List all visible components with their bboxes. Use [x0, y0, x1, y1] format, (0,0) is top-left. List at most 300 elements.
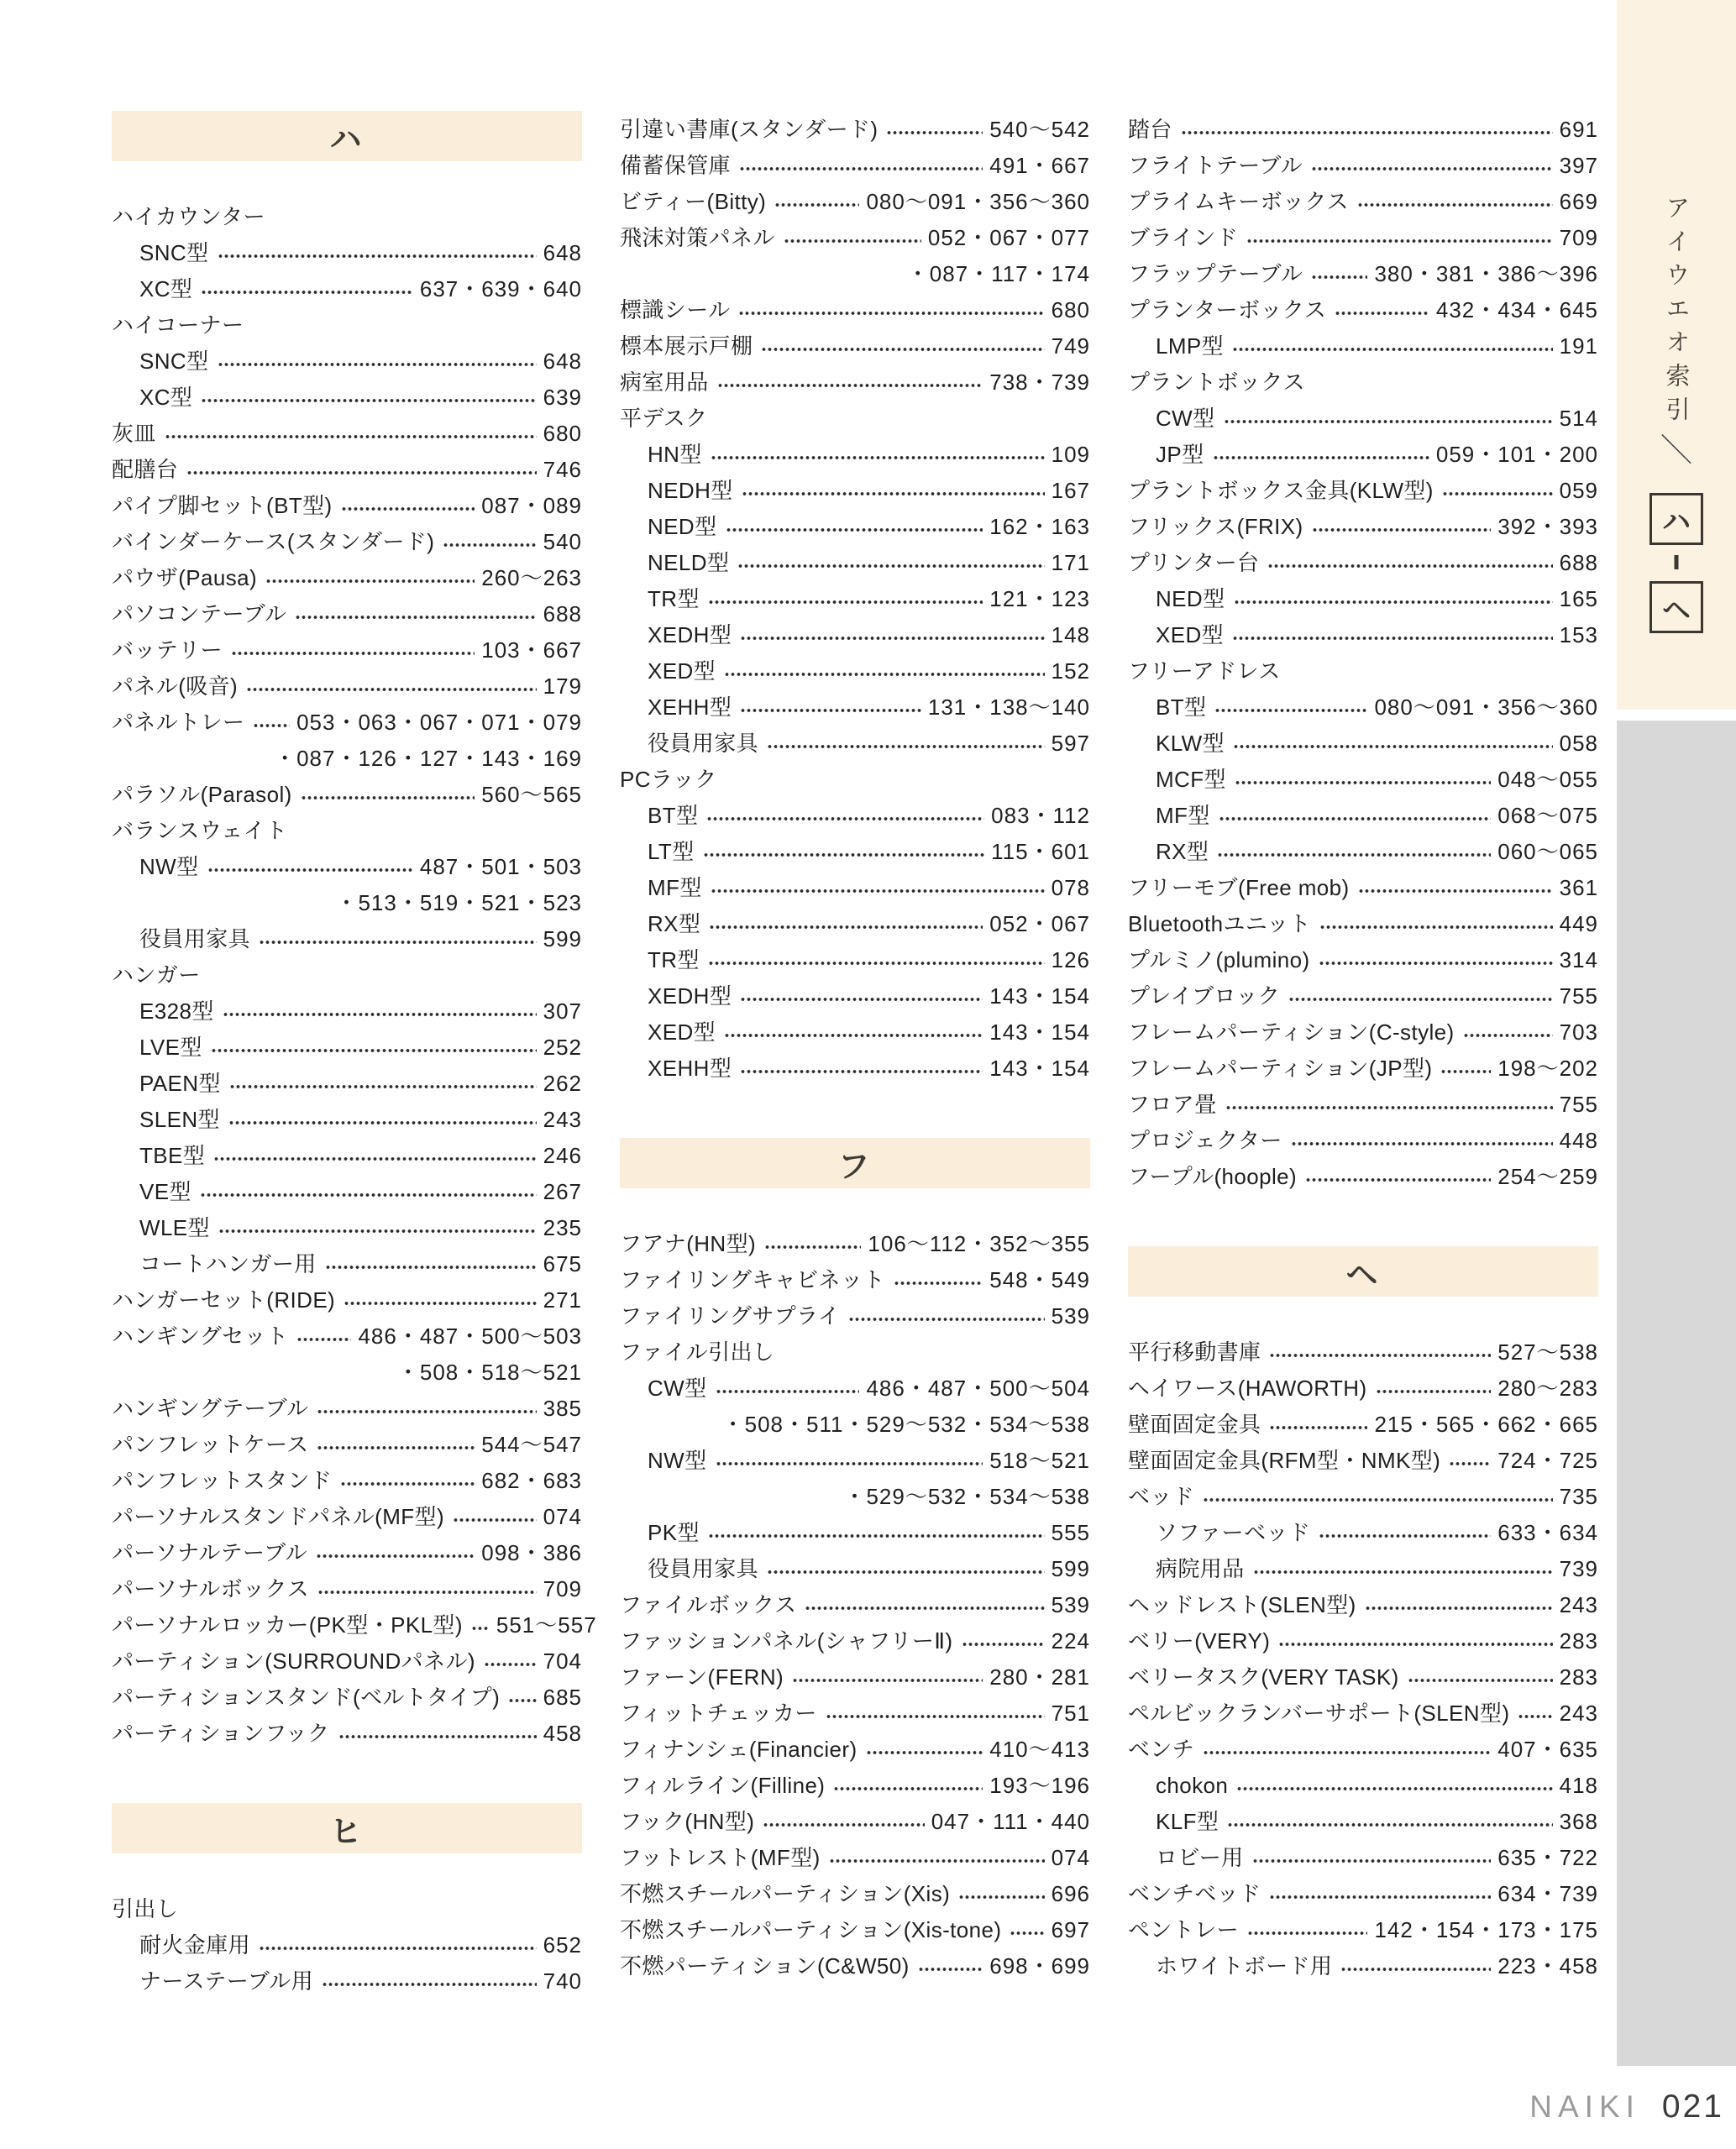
leader-dots — [740, 1069, 983, 1074]
leader-dots — [739, 166, 983, 171]
entry-page-numbers: 680 — [1051, 296, 1090, 322]
index-entry-row — [112, 1101, 582, 1137]
leader-dots — [1213, 455, 1429, 460]
index-entry-row — [1128, 833, 1598, 869]
index-entry-row — [1128, 1911, 1598, 1947]
index-entry-row — [620, 1731, 1090, 1767]
entry-label: パーティションスタンド(ベルトタイプ) — [112, 1684, 501, 1710]
index-entry-row — [620, 1803, 1090, 1839]
index-entry-row — [620, 1659, 1090, 1695]
index-entry-row — [620, 364, 1090, 400]
leader-dots — [767, 1570, 1045, 1575]
entry-page-numbers: 635・722 — [1497, 1844, 1598, 1870]
entry-label: ペルビックランバーサポート(SLEN型) — [1128, 1700, 1510, 1726]
entry-page-numbers: 243 — [1559, 1591, 1598, 1617]
index-entry-row — [620, 1297, 1090, 1334]
entry-label: NW型 — [648, 1447, 707, 1473]
index-column-1 — [112, 111, 597, 1999]
entry-label: 標本展示戸棚 — [620, 333, 753, 359]
entry-page-numbers: 514 — [1559, 405, 1598, 431]
leader-dots — [325, 1265, 537, 1270]
leader-dots — [1269, 1353, 1491, 1358]
index-entry-row — [620, 653, 1090, 689]
entry-label: NED型 — [648, 513, 717, 539]
entry-label: PCラック — [620, 766, 717, 792]
entry-label: 飛沫対策パネル — [620, 224, 775, 250]
entry-label: 耐火金庫用 — [139, 1931, 251, 1958]
index-group-row — [620, 400, 1090, 436]
index-entry-row — [112, 234, 582, 270]
entry-label: 不燃パーティション(C&W50) — [620, 1952, 910, 1979]
entry-page-numbers: 171 — [1051, 549, 1090, 575]
index-entry-row — [620, 436, 1090, 472]
index-entry-row — [620, 183, 1090, 219]
index-entry-row — [1128, 1478, 1598, 1514]
entry-page-numbers: 080～091・356～360 — [866, 188, 1090, 214]
entry-page-numbers: 193～196 — [989, 1772, 1090, 1798]
entry-label: プランターボックス — [1128, 296, 1327, 322]
entry-page-numbers: 109 — [1051, 441, 1090, 467]
entry-label: ファイリングサプライ — [620, 1303, 841, 1329]
entry-label: TBE型 — [139, 1142, 206, 1168]
index-entry-row — [1128, 1875, 1598, 1911]
entry-page-numbers: 283 — [1559, 1664, 1598, 1690]
leader-dots — [761, 347, 1044, 352]
entry-page-numbers: ・513・519・521・523 — [335, 889, 582, 915]
index-entry-row — [1128, 978, 1598, 1014]
leader-dots — [484, 1662, 537, 1667]
entry-page-numbers: 704 — [543, 1648, 582, 1674]
leader-dots — [186, 470, 536, 475]
index-entry-row — [620, 725, 1090, 761]
section-header-hi: ヒ — [112, 1803, 582, 1853]
entry-page-numbers: 682・683 — [481, 1467, 582, 1493]
index-entry-row — [112, 1679, 582, 1715]
entry-page-numbers: 047・111・440 — [931, 1808, 1090, 1834]
entry-label: フリックス(FRIX) — [1128, 513, 1303, 539]
entry-label: パネルトレー — [112, 709, 245, 735]
entry-page-numbers: 260～263 — [481, 564, 582, 590]
leader-dots — [1311, 275, 1367, 280]
entry-page-numbers: 540 — [543, 528, 582, 554]
index-group-row — [620, 1334, 1090, 1370]
index-entry-row — [112, 559, 582, 595]
entry-page-numbers: 527～538 — [1497, 1339, 1598, 1365]
index-entry-row — [112, 920, 582, 957]
entry-label: プリンター台 — [1128, 549, 1260, 575]
entry-label: ホワイトボード用 — [1156, 1952, 1333, 1979]
entry-page-numbers: 143・154 — [989, 983, 1090, 1009]
index-entry-row — [620, 1261, 1090, 1297]
entry-label: フライトテーブル — [1128, 152, 1303, 178]
entry-label: SNC型 — [139, 239, 209, 265]
entry-page-numbers: 407・635 — [1497, 1736, 1598, 1762]
index-entry-row — [112, 1065, 582, 1101]
entry-page-numbers: 696 — [1051, 1880, 1090, 1906]
entry-page-numbers: 361 — [1559, 874, 1598, 900]
entry-label: ブラインド — [1128, 224, 1239, 250]
entry-page-numbers: 555 — [1051, 1519, 1090, 1545]
entry-label: SLEN型 — [139, 1106, 220, 1132]
leader-dots — [716, 1389, 860, 1394]
entry-page-numbers: 307 — [543, 998, 582, 1024]
index-entry-row — [620, 797, 1090, 833]
entry-label: 踏台 — [1128, 116, 1172, 142]
index-entry-row — [620, 1839, 1090, 1875]
index-entry-row — [620, 111, 1090, 147]
entry-label: パウザ(Pausa) — [112, 564, 258, 590]
entry-page-numbers: 059・101・200 — [1435, 441, 1598, 467]
leader-dots — [1442, 491, 1553, 496]
entry-label: KLF型 — [1156, 1808, 1219, 1834]
leader-dots — [1235, 780, 1491, 785]
entry-page-numbers: ・087・117・174 — [906, 260, 1090, 286]
entry-page-numbers: 688 — [1559, 549, 1598, 575]
leader-dots — [724, 672, 1045, 677]
leader-dots — [763, 1822, 924, 1827]
leader-dots — [344, 1301, 536, 1306]
index-entry-row — [112, 668, 582, 704]
entry-page-numbers: 397 — [1559, 152, 1598, 178]
entry-page-numbers: 487・501・503 — [419, 853, 582, 879]
entry-page-numbers: 634・739 — [1497, 1880, 1598, 1906]
leader-dots — [228, 1120, 537, 1125]
entry-label: ビティー(Bitty) — [620, 188, 767, 214]
leader-dots — [1440, 1069, 1491, 1074]
entry-page-numbers: 746 — [543, 456, 582, 482]
entry-label: パラソル(Parasol) — [112, 781, 292, 807]
entry-page-numbers: 074 — [543, 1503, 582, 1529]
entry-label: 役員用家具 — [648, 1555, 759, 1581]
leader-dots — [1269, 1425, 1367, 1430]
leader-dots — [259, 940, 537, 945]
entry-label: PAEN型 — [139, 1070, 221, 1096]
sidebar-tab-range-dash — [1675, 555, 1679, 569]
leader-dots — [340, 1481, 475, 1486]
leader-dots — [1232, 347, 1553, 352]
leader-dots — [767, 744, 1045, 749]
index-group-row — [112, 307, 582, 343]
leader-dots — [1357, 202, 1553, 207]
index-entry-row — [112, 1643, 582, 1679]
entry-page-numbers: 740 — [543, 1968, 582, 1994]
index-entry-row — [112, 1926, 582, 1963]
leader-dots — [764, 1245, 861, 1250]
entry-label: 灰皿 — [112, 420, 156, 446]
brand-logo: NAIKI — [1529, 2089, 1640, 2124]
leader-dots — [1253, 1570, 1553, 1575]
entry-label: フロア畳 — [1128, 1091, 1217, 1117]
entry-label: パーソナルロッカー(PK型・PKL型) — [112, 1612, 463, 1638]
entry-page-numbers: 191 — [1559, 333, 1598, 359]
entry-page-numbers: 751 — [1051, 1700, 1090, 1726]
index-entry-row — [620, 147, 1090, 183]
entry-page-numbers: 709 — [543, 1575, 582, 1601]
leader-dots — [265, 579, 475, 584]
entry-page-numbers: 103・667 — [481, 637, 582, 663]
leader-dots — [1312, 527, 1492, 532]
entry-label: 役員用家具 — [648, 730, 759, 756]
index-entry-row — [620, 1695, 1090, 1731]
index-entry-row — [112, 1462, 582, 1498]
entry-page-numbers: 252 — [543, 1034, 582, 1060]
index-entry-row — [620, 1586, 1090, 1622]
leader-dots — [211, 1048, 537, 1053]
entry-page-numbers: 083・112 — [991, 802, 1090, 828]
entry-label: MF型 — [1156, 802, 1210, 828]
entry-label: XC型 — [139, 384, 193, 410]
index-entry-row — [620, 1442, 1090, 1478]
entry-label: RX型 — [1156, 838, 1209, 864]
leader-dots — [1311, 166, 1553, 171]
entry-page-numbers: 648 — [543, 239, 582, 265]
index-entry-row — [112, 595, 582, 632]
entry-page-numbers: 385 — [543, 1395, 582, 1421]
leader-dots — [742, 491, 1045, 496]
entry-label: RX型 — [648, 910, 701, 936]
entry-page-numbers: 539 — [1051, 1303, 1090, 1329]
index-entry-row — [1128, 1947, 1598, 1984]
entry-label: プルミノ(plumino) — [1128, 946, 1310, 972]
index-entry-row — [1128, 1050, 1598, 1086]
leader-dots — [1246, 238, 1552, 244]
entry-page-numbers: 709 — [1559, 224, 1598, 250]
entry-page-numbers: 087・089 — [481, 492, 582, 518]
leader-dots — [218, 254, 537, 259]
entry-page-numbers: 080～091・356～360 — [1374, 694, 1598, 720]
entry-page-numbers: 724・725 — [1497, 1447, 1598, 1473]
index-continuation-row — [620, 255, 1090, 291]
index-entry-row — [112, 1282, 582, 1318]
index-entry-row — [112, 1607, 597, 1643]
entry-label: ベリー(VERY) — [1128, 1627, 1271, 1654]
index-entry-row — [620, 291, 1090, 328]
entry-label: 壁面固定金具 — [1128, 1411, 1261, 1437]
entry-page-numbers: 491・667 — [989, 152, 1090, 178]
entry-page-numbers: 152 — [1051, 658, 1090, 684]
leader-dots — [1203, 1750, 1491, 1755]
entry-label: ハンガーセット(RIDE) — [112, 1287, 336, 1313]
entry-page-numbers: 688 — [543, 600, 582, 626]
entry-label: コートハンガー用 — [139, 1250, 317, 1276]
leader-dots — [1252, 1858, 1492, 1863]
leader-dots — [848, 1317, 1044, 1322]
entry-label: 平デスク — [620, 405, 708, 431]
leader-dots — [708, 961, 1045, 966]
entry-label: XEDH型 — [648, 621, 732, 647]
leader-dots — [165, 434, 537, 439]
entry-label: ヘイワース(HAWORTH) — [1128, 1375, 1367, 1401]
entry-label: ファッションパネル(シャフリーⅡ) — [620, 1627, 953, 1654]
entry-page-numbers: 223・458 — [1497, 1952, 1598, 1979]
index-entry-row — [1128, 328, 1598, 364]
entry-page-numbers: 280・281 — [989, 1664, 1090, 1690]
leader-dots — [1227, 1822, 1552, 1827]
entry-label: ペントレー — [1128, 1916, 1240, 1942]
entry-label: XEHH型 — [648, 1055, 732, 1081]
leader-dots — [341, 506, 475, 511]
entry-label: パンフレットケース — [112, 1431, 309, 1457]
index-entry-row — [620, 1911, 1090, 1947]
leader-dots — [866, 1750, 983, 1755]
entry-label: パーソナルテーブル — [112, 1539, 307, 1565]
entry-page-numbers: 267 — [543, 1178, 582, 1204]
index-entry-row — [620, 472, 1090, 508]
leader-dots — [1236, 1786, 1552, 1791]
leader-dots — [703, 852, 985, 857]
section-header-fu: フ — [620, 1138, 1090, 1188]
entry-page-numbers: 599 — [543, 925, 582, 951]
leader-dots — [1305, 1177, 1491, 1182]
leader-dots — [259, 1946, 537, 1951]
leader-dots — [1463, 1033, 1553, 1038]
entry-page-numbers: 652 — [543, 1931, 582, 1958]
entry-page-numbers: 518～521 — [989, 1447, 1090, 1473]
index-column-3 — [1128, 111, 1598, 1984]
entry-page-numbers: 548・549 — [989, 1266, 1090, 1292]
entry-label: Bluetoothユニット — [1128, 910, 1312, 936]
entry-label: 役員用家具 — [139, 925, 251, 951]
leader-dots — [1358, 888, 1553, 894]
leader-dots — [1247, 1931, 1367, 1936]
page-footer — [1529, 2089, 1724, 2125]
index-entry-row — [112, 379, 582, 415]
entry-page-numbers: 735 — [1559, 1483, 1598, 1509]
index-entry-row — [1128, 1839, 1598, 1875]
index-entry-row — [620, 941, 1090, 978]
leader-dots — [1010, 1931, 1044, 1936]
index-entry-row — [620, 689, 1090, 725]
index-entry-row — [1128, 291, 1598, 328]
leader-dots — [508, 1698, 536, 1703]
leader-dots — [200, 1192, 537, 1198]
entry-label: プラントボックス — [1128, 369, 1305, 395]
entry-label: バインダーケース(スタンダード) — [112, 528, 435, 554]
index-group-row — [112, 812, 582, 848]
entry-page-numbers: 243 — [1559, 1700, 1598, 1726]
index-entry-row — [620, 1514, 1090, 1550]
index-entry-row — [620, 905, 1090, 941]
index-entry-row — [1128, 1731, 1598, 1767]
leader-dots — [1319, 925, 1553, 930]
entry-label: KLW型 — [1156, 730, 1225, 756]
entry-page-numbers: 215・565・662・665 — [1374, 1411, 1598, 1437]
entry-label: ヘッドレスト(SLEN型) — [1128, 1591, 1356, 1617]
leader-dots — [301, 795, 475, 800]
entry-label: ハンガー — [112, 962, 201, 988]
index-entry-row — [1128, 1334, 1598, 1370]
leader-dots — [829, 1858, 1045, 1863]
index-entry-row — [620, 616, 1090, 653]
index-entry-row — [1128, 1370, 1598, 1406]
entry-page-numbers: 262 — [543, 1070, 582, 1096]
entry-label: ベリータスク(VERY TASK) — [1128, 1664, 1399, 1690]
index-entry-row — [1128, 1014, 1598, 1050]
entry-page-numbers: 165 — [1559, 585, 1598, 611]
sidebar-tab-he[interactable]: ヘ — [1649, 581, 1703, 633]
index-entry-row — [112, 1245, 582, 1282]
entry-label: 病室用品 — [620, 369, 709, 395]
entry-label: フレームパーティション(JP型) — [1128, 1055, 1433, 1081]
leader-dots — [317, 1409, 536, 1414]
entry-page-numbers: 143・154 — [989, 1055, 1090, 1081]
index-entry-row — [112, 1390, 582, 1426]
index-entry-row — [112, 415, 582, 451]
leader-dots — [1219, 816, 1491, 821]
entry-label: PK型 — [648, 1519, 700, 1545]
index-entry-row — [1128, 1158, 1598, 1194]
leader-dots — [213, 1156, 536, 1161]
index-entry-row — [112, 1715, 582, 1751]
entry-page-numbers: 697 — [1051, 1916, 1090, 1942]
leader-dots — [229, 1084, 537, 1089]
leader-dots — [1233, 744, 1553, 749]
entry-page-numbers: 560～565 — [481, 781, 582, 807]
entry-label: パネル(吸音) — [112, 673, 239, 699]
leader-dots — [1269, 1895, 1491, 1900]
entry-page-numbers: 126 — [1051, 946, 1090, 972]
sidebar-tab-ha[interactable]: ハ — [1649, 493, 1703, 545]
entry-page-numbers: 738・739 — [989, 369, 1090, 395]
leader-dots — [740, 997, 983, 1002]
entry-page-numbers: 243 — [543, 1106, 582, 1132]
entry-page-numbers: 098・386 — [481, 1539, 582, 1565]
entry-label: ハンギングセット — [112, 1323, 289, 1349]
index-entry-row — [112, 1318, 582, 1354]
section-header-ha: ハ — [112, 111, 582, 161]
entry-label: パンフレットスタンド — [112, 1467, 333, 1493]
entry-page-numbers: 539 — [1051, 1591, 1090, 1617]
entry-label: MCF型 — [1156, 766, 1226, 792]
index-entry-row — [112, 1173, 582, 1209]
entry-label: 引出し — [112, 1895, 179, 1921]
leader-dots — [317, 1445, 475, 1450]
entry-label: ファイリングキャビネット — [620, 1266, 885, 1292]
entry-page-numbers: 179 — [543, 673, 582, 699]
leader-dots — [296, 1337, 351, 1342]
index-entry-row — [620, 1767, 1090, 1803]
index-entry-row — [112, 704, 582, 740]
index-entry-row — [1128, 1122, 1598, 1158]
index-entry-row — [1128, 1695, 1598, 1731]
index-entry-row — [1128, 1586, 1598, 1622]
entry-page-numbers: 059 — [1559, 477, 1598, 503]
entry-label: パーティション(SURROUNDパネル) — [112, 1648, 475, 1674]
entry-label: ハイコーナー — [112, 312, 244, 338]
entry-label: XED型 — [648, 1019, 716, 1045]
entry-label: プラントボックス金具(KLW型) — [1128, 477, 1434, 503]
entry-label: XEHH型 — [648, 694, 732, 720]
sidebar-gray-strip — [1617, 721, 1736, 2066]
leader-dots — [1376, 1389, 1492, 1394]
entry-label: JP型 — [1156, 441, 1204, 467]
leader-dots — [1288, 997, 1552, 1002]
entry-label: ベンチベッド — [1128, 1880, 1261, 1906]
index-entry-row — [1128, 941, 1598, 978]
index-entry-row — [112, 523, 582, 559]
section-header-he: ヘ — [1128, 1246, 1598, 1297]
sidebar-slash-mark: ＼ — [1660, 433, 1693, 469]
entry-page-numbers: 052・067・077 — [927, 224, 1090, 250]
index-entry-row — [112, 1498, 582, 1534]
leader-dots — [253, 723, 290, 728]
entry-page-numbers: 432・434・645 — [1435, 296, 1598, 322]
entry-label: NW型 — [139, 853, 199, 879]
leader-dots — [894, 1281, 983, 1286]
index-entry-row — [1128, 400, 1598, 436]
index-entry-row — [112, 451, 582, 487]
entry-page-numbers: 078 — [1051, 874, 1090, 900]
